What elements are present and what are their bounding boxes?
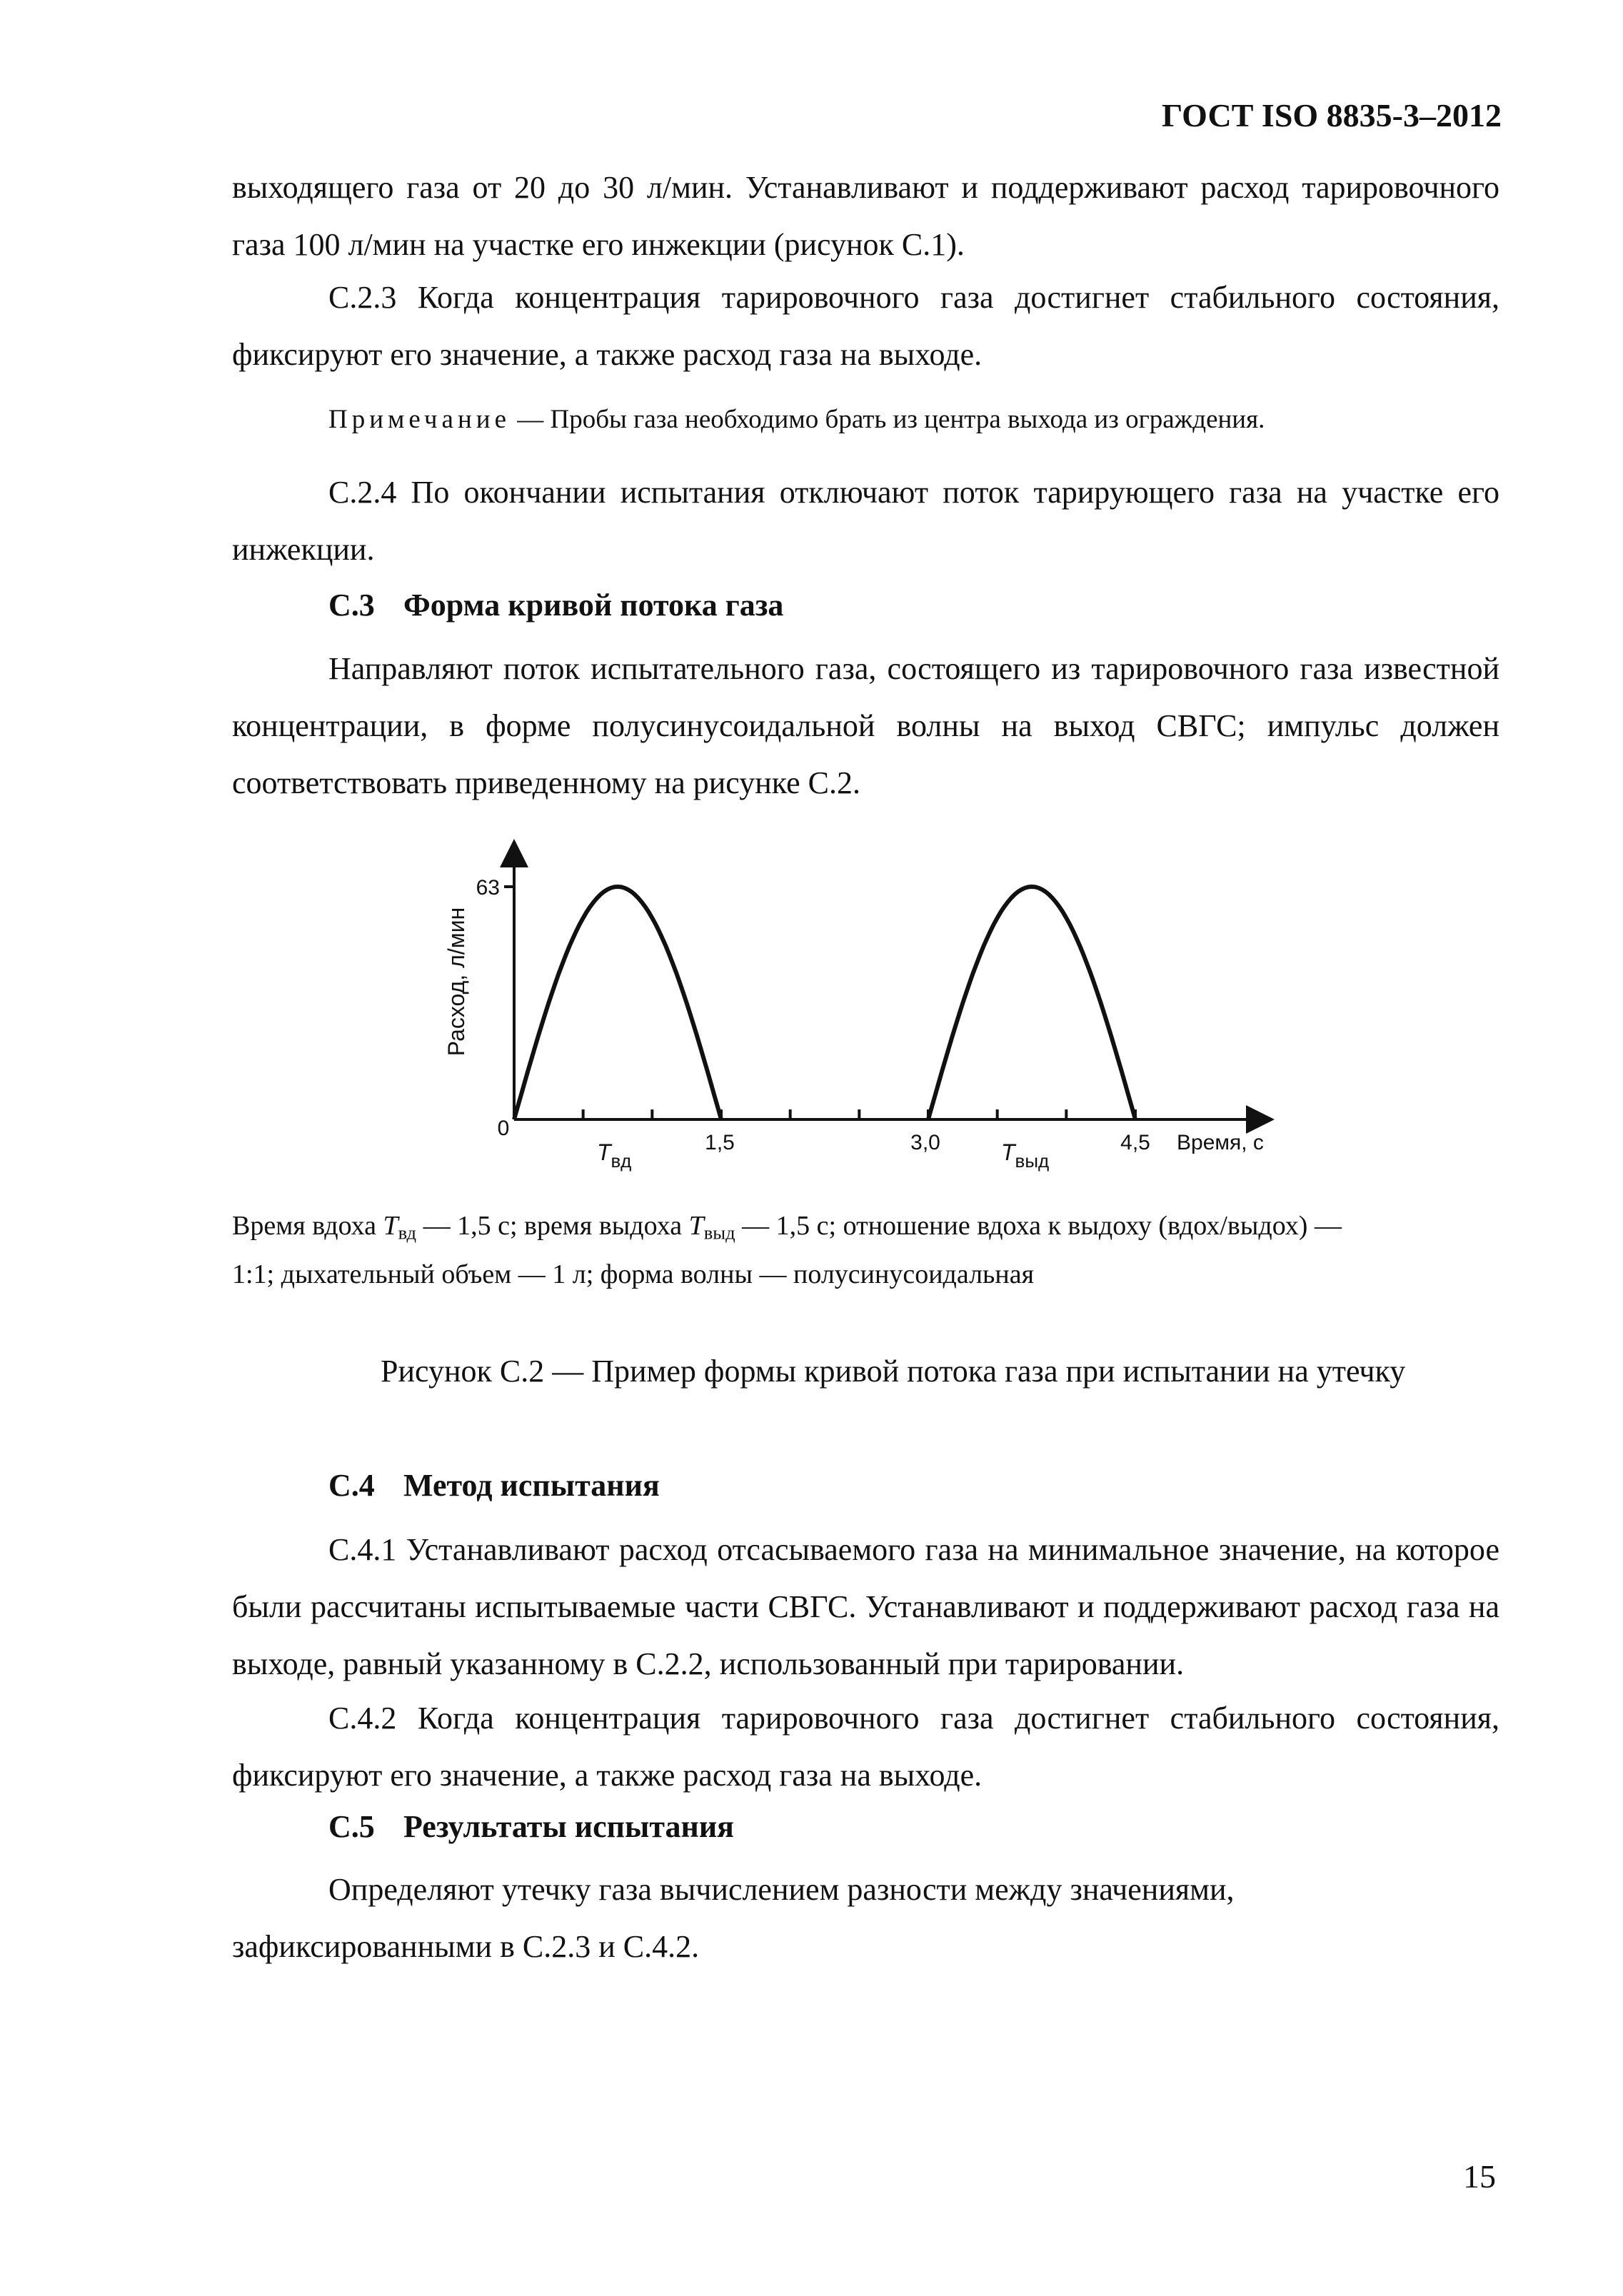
heading-c-3-title: Форма кривой потока газа (403, 588, 784, 623)
figure-legend-line-2: 1:1; дыхательный объем — 1 л; форма волны — полусинусоидальная (232, 1259, 1035, 1289)
paragraph-c-4-1: С.4.1 Устанавливают расход отсасываемого газа на минимальное значение, на которое были рассчитаны испытываемые части СВГС. Устанавливают и поддерживают расход газа на выходе, равный указанному в С.2.2, использованный при тарировании. (232, 1532, 1499, 1681)
paragraph-c-5 (232, 1861, 1499, 1975)
x-axis-label: Время, с (1177, 1131, 1264, 1154)
heading-c-4 (328, 1467, 660, 1504)
x-tick-label-1-5: 1,5 (705, 1131, 735, 1154)
heading-c-4-number: С.4 (328, 1468, 375, 1503)
note (328, 404, 1265, 435)
paragraph-c-3: Направляют поток испытательного газа, состоящего из тарировочного газа известной концентрации, в форме полусинусоидальной волны на выход СВГС; импульс должен соответствовать приведенному на рисунке С.2. (232, 651, 1499, 800)
heading-c-5-title: Результаты испытания (403, 1809, 734, 1844)
series-curve-inhale (514, 887, 721, 1119)
heading-c-3 (328, 587, 783, 623)
t-exhale-label: $T_{выд}$ (1001, 1139, 1050, 1172)
t-inhale-label: $T_{вд}$ (597, 1139, 632, 1172)
heading-c-4-title: Метод испытания (403, 1468, 660, 1503)
paragraph-c-5-line-2: зафиксированными в С.2.3 и С.4.2. (232, 1929, 700, 1964)
y-axis-label: Расход, л/мин (443, 907, 469, 1057)
y-tick-label-63: 63 (476, 876, 500, 900)
x-tick-label-4-5: 4,5 (1120, 1131, 1150, 1154)
paragraph-c-5-line-1: Определяют утечку газа вычислением разности между значениями, (328, 1872, 1235, 1907)
series-curve-exhale (928, 887, 1135, 1119)
x-origin-label: 0 (497, 1117, 510, 1140)
figure-caption: Рисунок С.2 — Пример формы кривой потока газа при испытании на утечку (381, 1354, 1406, 1389)
heading-c-3-number: С.3 (328, 588, 375, 623)
x-tick-label-3-0: 3,0 (910, 1131, 940, 1154)
standard-header: ГОСТ ISO 8835-3–2012 (1162, 97, 1502, 134)
heading-c-5-number: С.5 (328, 1809, 375, 1844)
note-label: Примечание (328, 405, 511, 434)
page-number: 15 (1463, 2158, 1496, 2195)
heading-c-5 (328, 1808, 734, 1845)
paragraph-c-2-3: С.2.3 Когда концентрация тарировочного газа достигнет стабильного состояния, фиксируют его значение, а также расход газа на выходе. (232, 280, 1499, 372)
paragraph-flow-rate: выходящего газа от 20 до 30 л/мин. Устанавливают и поддерживают расход тарировочного газа 100 л/мин на участке его инжекции (рисунок С.1). (232, 170, 1499, 262)
paragraph-c-2-4: С.2.4 По окончании испытания отключают поток тарирующего газа на участке его инжекции. (232, 475, 1499, 567)
figure-legend-line-1: Время вдоха $T_{вд}$ — 1,5 с; время выдоха $T_{выд}$ — 1,5 с; отношение вдоха к выдоху (вдох/выдох) — (232, 1211, 1342, 1244)
flow-curve-chart (421, 832, 1321, 1196)
paragraph-c-4-2: С.4.2 Когда концентрация тарировочного газа достигнет стабильного состояния, фиксируют его значение, а также расход газа на выходе. (232, 1701, 1499, 1793)
note-text: — Пробы газа необходимо брать из центра выхода из ограждения. (511, 405, 1265, 434)
